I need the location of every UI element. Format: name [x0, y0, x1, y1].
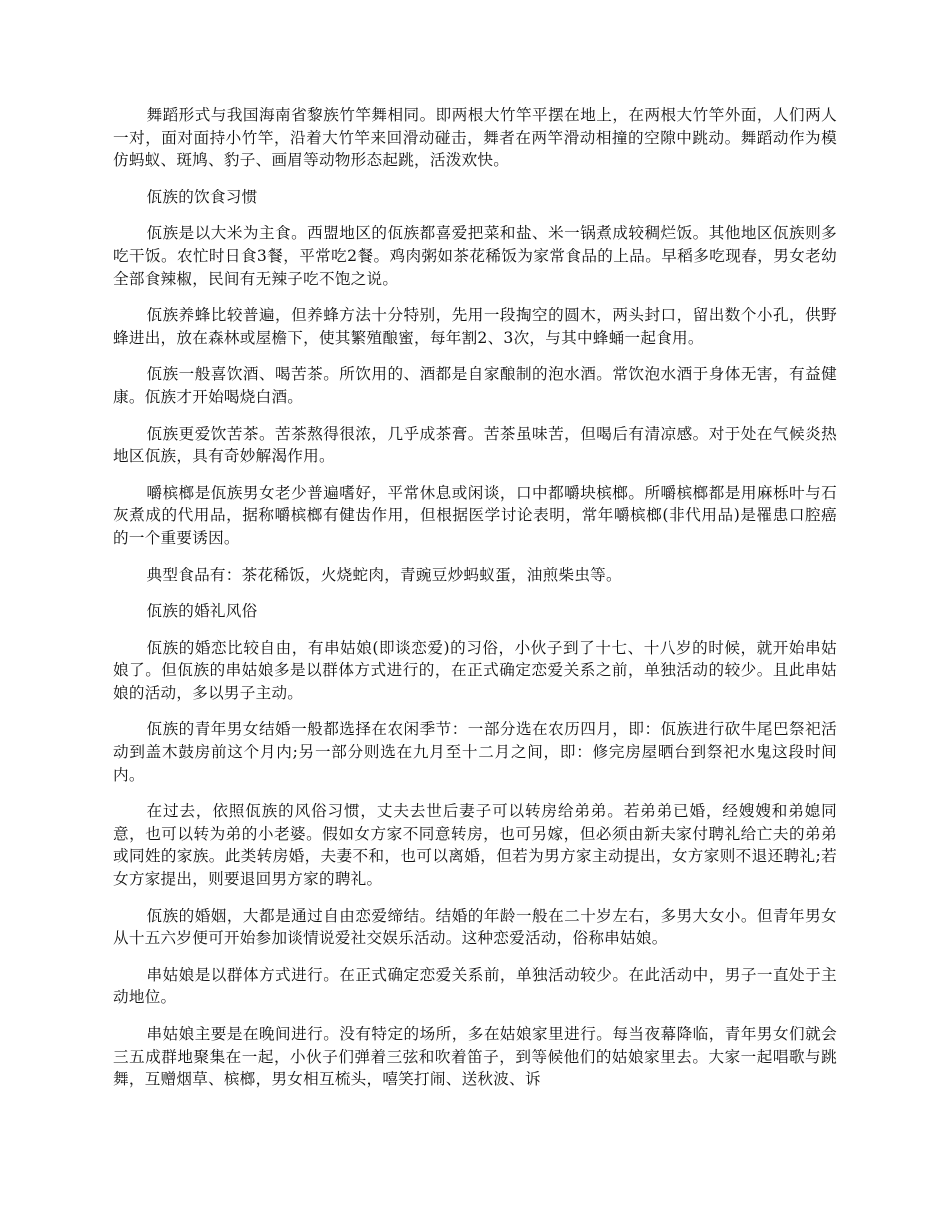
paragraph-typical-foods: 典型食品有：茶花稀饭，火烧蛇肉，青豌豆炒蚂蚁蛋，油煎柴虫等。	[146, 565, 622, 584]
paragraph-betel-nut: 嚼槟榔是佤族男女老少普遍嗜好，平常休息或闲谈，口中都嚼块槟榔。所嚼槟榔都是用麻栎叶与石灰煮成的代用品，据称嚼槟榔有健齿作用，但根据医学讨论表明，常年嚼槟榔(非代用品)是罹患口腔癌的一个重要诱因。	[113, 483, 837, 547]
paragraph-bitter-tea: 佤族更爱饮苦茶。苦茶熬得很浓，几乎成茶膏。苦茶虽味苦，但喝后有清凉感。对于处在气候炎热地区佤族，具有奇妙解渴作用。	[113, 424, 837, 466]
section-heading-wedding: 佤族的婚礼风俗	[146, 602, 258, 621]
paragraph-wedding-season: 佤族的青年男女结婚一般都选择在农闲季节：一部分选在农历四月，即：佤族进行砍牛尾巴祭祀活动到盖木鼓房前这个月内;另一部分则选在九月至十二月之间，即：修完房屋晒台到祭祀水鬼这段时间内。	[113, 720, 837, 784]
paragraph-evening-courtship: 串姑娘主要是在晚间进行。没有特定的场所，多在姑娘家里进行。每当夜幕降临，青年男女们就会三五成群地聚集在一起，小伙子们弹着三弦和吹着笛子，到等候他们的姑娘家里去。大家一起唱歌与跳舞，互赠烟草、槟榔，男女相互梳头，嘻笑打闹、送秋波、诉	[113, 1025, 837, 1089]
paragraph-beekeeping: 佤族养蜂比较普遍，但养蜂方法十分特别，先用一段掏空的圆木，两头封口，留出数个小孔，供野蜂进出，放在森林或屋檐下，使其繁殖酿蜜，每年割2、3次，与其中蜂蛹一起食用。	[113, 306, 837, 347]
document-page	[113, 104, 837, 1105]
paragraph-bamboo-dance: 舞蹈形式与我国海南省黎族竹竿舞相同。即两根大竹竿平摆在地上，在两根大竹竿外面，人们两人一对，面对面持小竹竿，沿着大竹竿来回滑动碰击，舞者在两竿滑动相撞的空隙中跳动。舞蹈动作为模仿蚂蚁、斑鸠、豹子、画眉等动物形态起跳，活泼欢快。	[113, 106, 837, 170]
paragraph-drinking: 佤族一般喜饮酒、喝苦茶。所饮用的、酒都是自家酿制的泡水酒。常饮泡水酒于身体无害，有益健康。佤族才开始喝烧白酒。	[113, 365, 837, 406]
paragraph-marriage-age: 佤族的婚姻，大都是通过自由恋爱缔结。结婚的年龄一般在二十岁左右，多男大女小。但青年男女从十五六岁便可开始参加谈情说爱社交娱乐活动。这种恋爱活动，俗称串姑娘。	[113, 906, 837, 948]
paragraph-group-courtship: 串姑娘是以群体方式进行。在正式确定恋爱关系前，单独活动较少。在此活动中，男子一直处于主动地位。	[113, 965, 837, 1007]
paragraph-courtship: 佤族的婚恋比较自由，有串姑娘(即谈恋爱)的习俗，小伙子到了十七、十八岁的时候，就开始串姑娘了。但佤族的串姑娘多是以群体方式进行的，在正式确定恋爱关系之前，单独活动的较少。且此串姑娘的活动，多以男子主动。	[113, 638, 837, 702]
section-heading-diet: 佤族的饮食习惯	[146, 187, 258, 206]
paragraph-staple-food: 佤族是以大米为主食。西盟地区的佤族都喜爱把菜和盐、米一锅煮成较稠烂饭。其他地区佤族则多吃干饭。农忙时日食3餐，平常吃2餐。鸡肉粥如茶花稀饭为家常食品的上品。早稻多吃现春，男女老幼全部食辣椒，民间有无辣子吃不饱之说。	[113, 224, 837, 288]
paragraph-levirate: 在过去，依照佤族的风俗习惯，丈夫去世后妻子可以转房给弟弟。若弟弟已婚，经嫂嫂和弟媳同意，也可以转为弟的小老婆。假如女方家不同意转房，也可另嫁，但必须由新夫家付聘礼给亡夫的弟弟或同姓的家族。此类转房婚，夫妻不和，也可以离婚，但若为男方家主动提出，女方家则不退还聘礼;若女方家提出，则要退回男方家的聘礼。	[113, 802, 837, 889]
